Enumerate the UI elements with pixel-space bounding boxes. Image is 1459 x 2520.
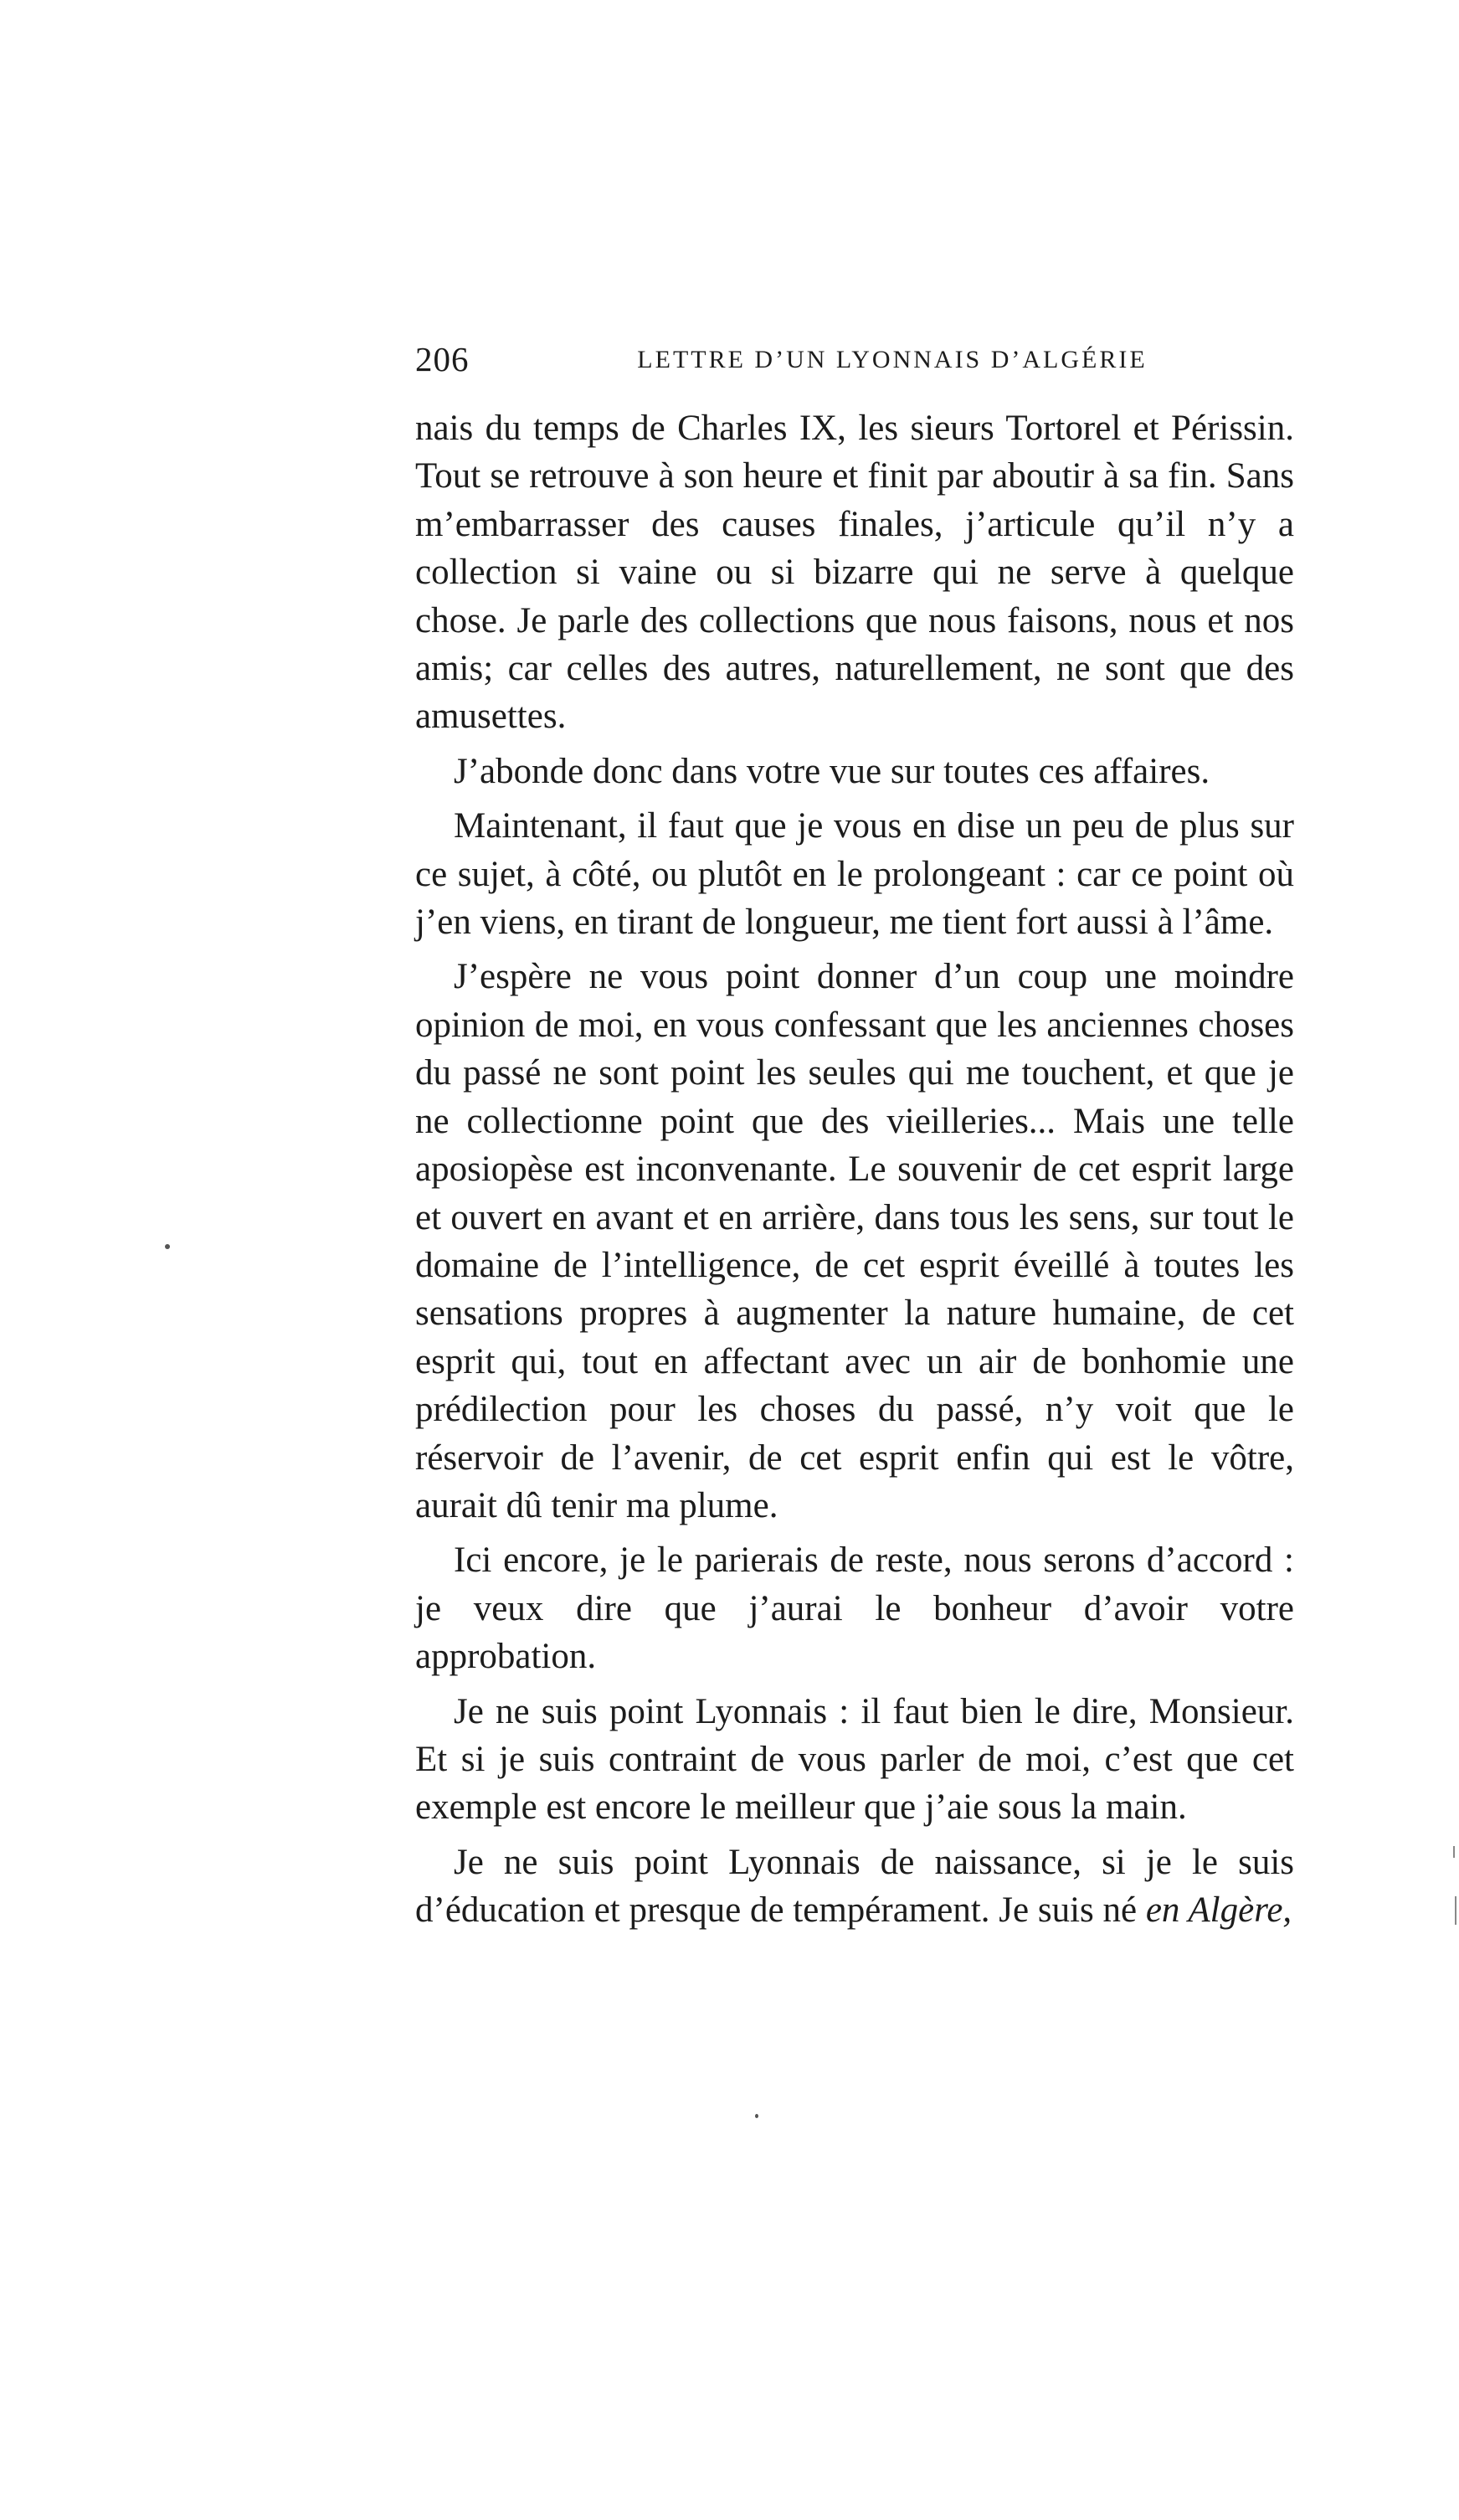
paragraph-2 bbox=[415, 748, 1294, 795]
page-header bbox=[415, 339, 1294, 389]
paragraph-7-italic: en Algère, bbox=[1145, 1890, 1292, 1931]
margin-mark bbox=[1453, 1846, 1455, 1858]
paragraph-2-text: J’abonde donc dans votre vue sur toutes ces affaires. bbox=[454, 751, 1210, 791]
paragraph-1 bbox=[415, 404, 1294, 741]
paragraph-5 bbox=[415, 1536, 1294, 1680]
paragraph-7 bbox=[415, 1839, 1294, 1935]
page-number: 206 bbox=[415, 340, 470, 378]
paragraph-3-text: Maintenant, il faut que je vous en dise un peu de plus sur ce sujet, à côté, ou plutôt en le prolongeant : car ce point où j’en viens, en tirant de longueur, me tient fort aussi à l’âme. bbox=[415, 806, 1294, 943]
scan-speck bbox=[755, 2114, 758, 2118]
paragraph-5-text: Ici encore, je le parierais de reste, nous serons d’accord : je veux dire que j’aurai le bonheur d’avoir votre approbation. bbox=[415, 1540, 1294, 1677]
paragraph-6 bbox=[415, 1688, 1294, 1832]
body-text bbox=[415, 404, 1294, 1935]
paragraph-4-text: J’espère ne vous point donner d’un coup une moindre opinion de moi, en vous confessant que les anciennes choses du passé ne sont point les seules qui me touchent, et que je ne collectionne point que des vieilleries... Mais une telle aposiopèse est inconvenante. Le souvenir de cet esprit large et ouvert en avant et en arrière, dans tous les sens, sur tout le domaine de l’intelligence, de cet esprit éveillé à toutes les sensations propres à augmenter la nature humaine, de cet esprit qui, tout en affectant avec un air de bonhomie une prédilection pour les choses du passé, n’y voit que le réservoir de l’avenir, de cet esprit enfin qui est le vôtre, aurait dû tenir ma plume. bbox=[415, 957, 1294, 1525]
running-title: LETTRE D’UN LYONNAIS D’ALGÉRIE bbox=[637, 346, 1148, 373]
paragraph-3 bbox=[415, 802, 1294, 946]
scan-speck bbox=[165, 1244, 170, 1249]
margin-mark bbox=[1455, 1896, 1456, 1925]
paragraph-4 bbox=[415, 953, 1294, 1530]
paragraph-7-text: Je ne suis point Lyonnais de naissance, si je le suis d’éducation et presque de tempérament. Je suis né bbox=[415, 1842, 1294, 1931]
paragraph-6-text: Je ne suis point Lyonnais : il faut bien le dire, Monsieur. Et si je suis contraint de vous parler de moi, c’est que cet exemple est encore le meilleur que j’aie sous la main. bbox=[415, 1691, 1294, 1828]
paragraph-1-text: nais du temps de Charles IX, les sieurs Tortorel et Périssin. Tout se retrouve à son heure et finit par aboutir à sa fin. Sans m’embarrasser des causes finales, j’articule qu’il n’y a collection si vaine ou si bizarre qui ne serve à quelque chose. Je parle des collections que nous faisons, nous et nos amis; car celles des autres, naturellement, ne sont que des amusettes. bbox=[415, 409, 1294, 737]
